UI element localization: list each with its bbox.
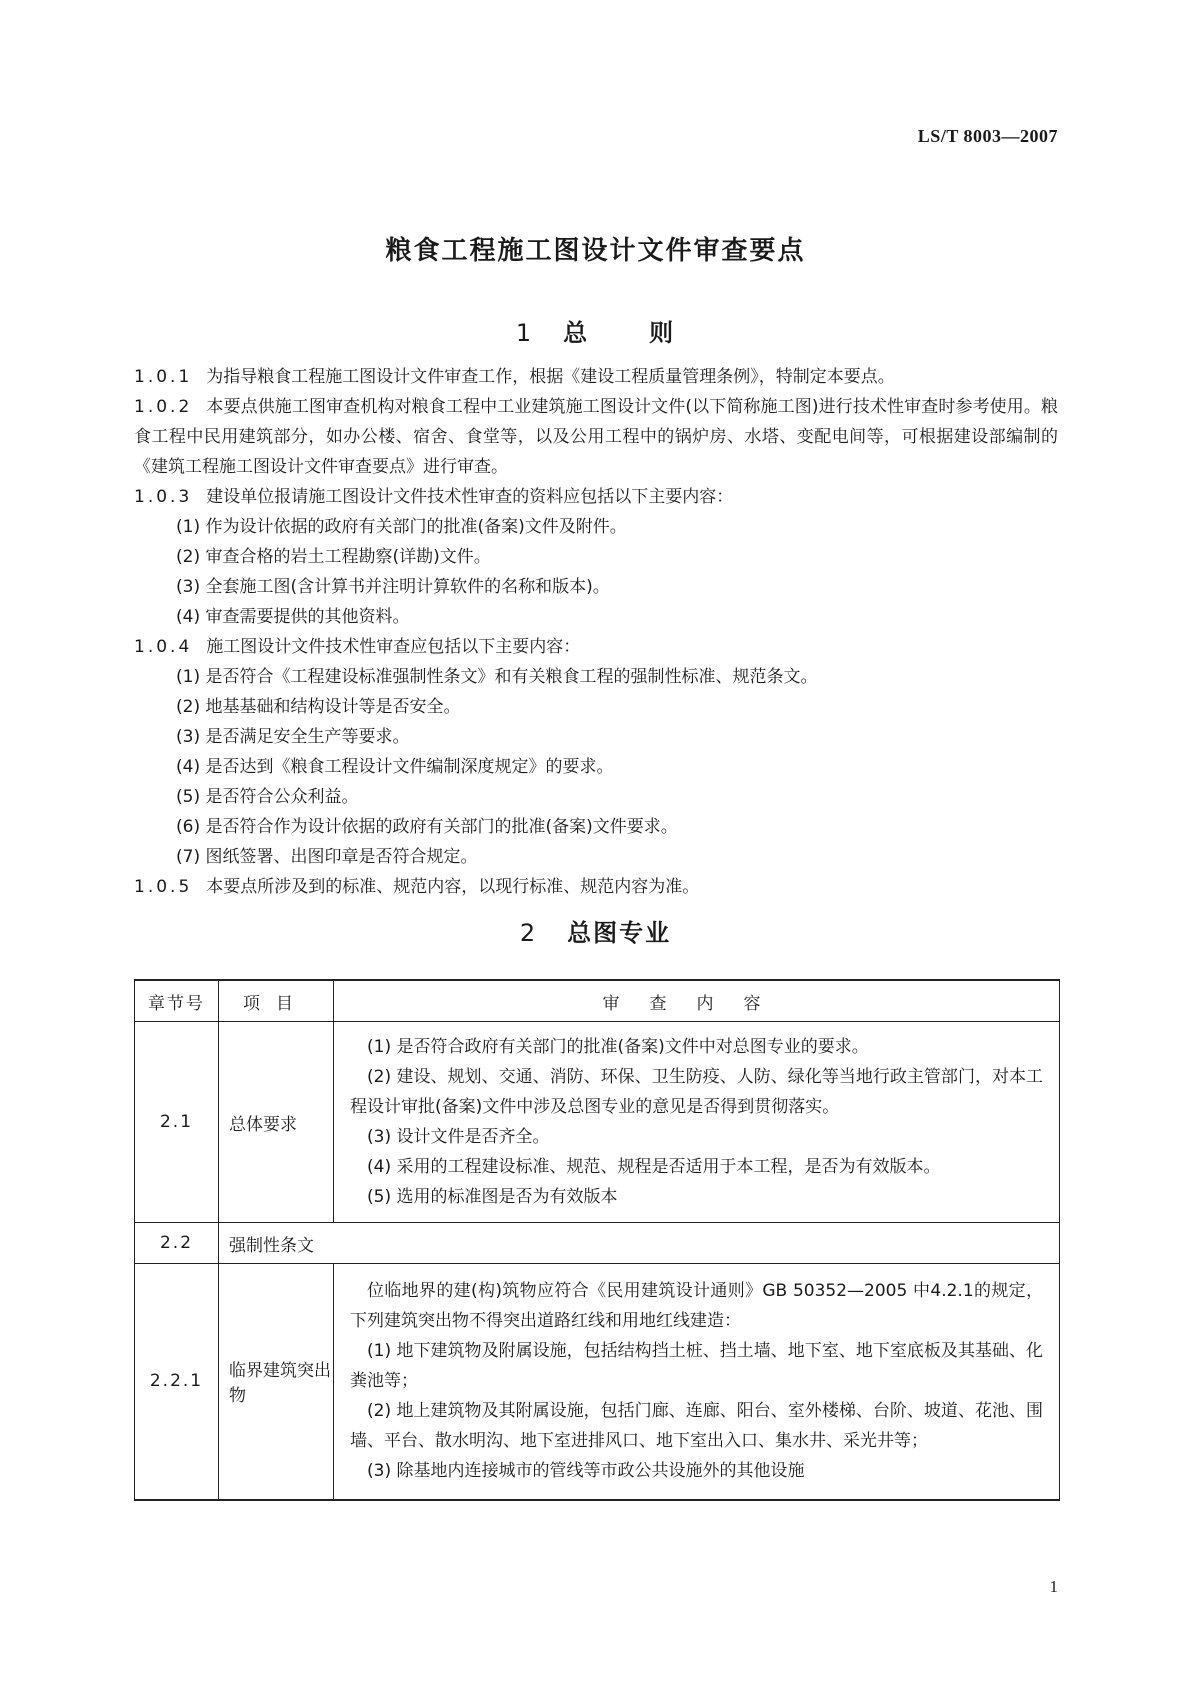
header-content: 审查内容 — [334, 980, 1060, 1022]
chapter-1-title-part2: 则 — [649, 319, 676, 347]
list-item: (1) 是否符合《工程建设标准强制性条文》和有关粮食工程的强制性标准、规范条文。 — [176, 667, 818, 687]
table-header-row — [135, 980, 1060, 1022]
chapter-1-heading — [0, 313, 1191, 348]
list-item: (2) 地基基础和结构设计等是否安全。 — [176, 697, 461, 717]
list-item: (2) 审查合格的岩土工程勘察(详勘)文件。 — [176, 547, 491, 567]
list-item: (4) 审查需要提供的其他资料。 — [176, 607, 410, 627]
table-row — [135, 1022, 1060, 1223]
chapter-1-title-part1: 总 — [563, 319, 590, 347]
chapter-2-number: 2 — [519, 919, 538, 947]
standard-code: LS/T 8003—2007 — [917, 126, 1058, 146]
document-title: 粮食工程施工图设计文件审查要点 — [385, 236, 806, 266]
content-line: (3) 设计文件是否齐全。 — [367, 1127, 550, 1147]
clause-number: 1.0.5 — [134, 877, 193, 897]
list-item: (3) 是否满足安全生产等要求。 — [176, 727, 410, 747]
row-content — [334, 1022, 1060, 1223]
content-line: (3) 除基地内连接城市的管线等市政公共设施外的其他设施 — [367, 1461, 805, 1482]
chapter-1-number: 1 — [515, 319, 534, 347]
header-section: 章节号 — [135, 980, 219, 1022]
list-item: (5) 是否符合公众利益。 — [176, 787, 359, 807]
table-row — [135, 1223, 1060, 1264]
list-item: (6) 是否符合作为设计依据的政府有关部门的批准(备案)文件要求。 — [176, 817, 678, 837]
row-item: 强制性条文 — [219, 1223, 1060, 1264]
content-line: 位临地界的建(构)筑物应符合《民用建筑设计通则》GB 50352—2005 中4.2.1的规定，下列建筑突出物不得突出道路红线和用地红线建造： — [350, 1281, 1043, 1332]
clause-1-0-5 — [134, 872, 1058, 902]
row-section: 2.2 — [135, 1223, 219, 1264]
clause-text: 为指导粮食工程施工图设计文件审查工作，根据《建设工程质量管理条例》，特制定本要点。 — [206, 367, 895, 387]
clause-number: 1.0.2 — [134, 397, 193, 417]
content-line: (1) 是否符合政府有关部门的批准(备案)文件中对总图专业的要求。 — [367, 1037, 869, 1057]
chapter-1-body — [134, 362, 1058, 902]
content-line: (2) 地上建筑物及其附属设施，包括门廊、连廊、阳台、室外楼梯、台阶、坡道、花池、围墙、平台、散水明沟、地下室进排风口、地下室出入口、集水井、采光井等； — [350, 1401, 1043, 1452]
page-number: 1 — [1049, 1577, 1058, 1596]
list-item: (4) 是否达到《粮食工程设计文件编制深度规定》的要求。 — [176, 757, 614, 777]
clause-1-0-4 — [134, 632, 1058, 662]
clause-number: 1.0.4 — [134, 637, 193, 657]
row-content — [334, 1264, 1060, 1500]
review-table — [134, 979, 1060, 1501]
row-item: 临界建筑突出物 — [219, 1264, 334, 1500]
clause-text: 施工图设计文件技术性审查应包括以下主要内容： — [206, 637, 581, 657]
clause-number: 1.0.1 — [134, 367, 193, 387]
clause-number: 1.0.3 — [134, 487, 193, 507]
clause-text: 本要点供施工图审查机构对粮食工程中工业建筑施工图设计文件(以下简称施工图)进行技术性审查时参考使用。粮食工程中民用建筑部分，如办公楼、宿舍、食堂等，以及公用工程中的锅炉房、水塔、变配电间等，可根据建设部编制的《建筑工程施工图设计文件审查要点》进行审查。 — [134, 397, 1058, 477]
row-section: 2.2.1 — [135, 1264, 219, 1500]
table-row — [135, 1264, 1060, 1500]
clause-1-0-3 — [134, 482, 1058, 512]
list-item: (7) 图纸签署、出图印章是否符合规定。 — [176, 847, 478, 867]
content-line: (1) 地下建筑物及附属设施，包括结构挡土桩、挡土墙、地下室、地下室底板及其基础、化粪池等； — [350, 1341, 1043, 1392]
clause-text: 本要点所涉及到的标准、规范内容，以现行标准、规范内容为准。 — [206, 877, 700, 897]
clause-1-0-1 — [134, 362, 1058, 392]
list-item: (3) 全套施工图(含计算书并注明计算软件的名称和版本)。 — [176, 577, 610, 597]
content-line: (5) 选用的标准图是否为有效版本 — [367, 1187, 618, 1207]
row-item: 总体要求 — [219, 1022, 334, 1223]
clause-1-0-2 — [134, 392, 1058, 482]
row-section: 2.1 — [135, 1022, 219, 1223]
chapter-2-title: 总图专业 — [567, 919, 672, 947]
clause-text: 建设单位报请施工图设计文件技术性审查的资料应包括以下主要内容： — [206, 487, 734, 507]
header-item: 项目 — [219, 980, 334, 1022]
chapter-2-heading — [0, 913, 1191, 948]
list-item: (1) 作为设计依据的政府有关部门的批准(备案)文件及附件。 — [176, 517, 627, 537]
content-line: (4) 采用的工程建设标准、规范、规程是否适用于本工程，是否为有效版本。 — [367, 1157, 941, 1177]
content-line: (2) 建设、规划、交通、消防、环保、卫生防疫、人防、绿化等当地行政主管部门，对本工程设计审批(备案)文件中涉及总图专业的意见是否得到贯彻落实。 — [350, 1067, 1043, 1117]
